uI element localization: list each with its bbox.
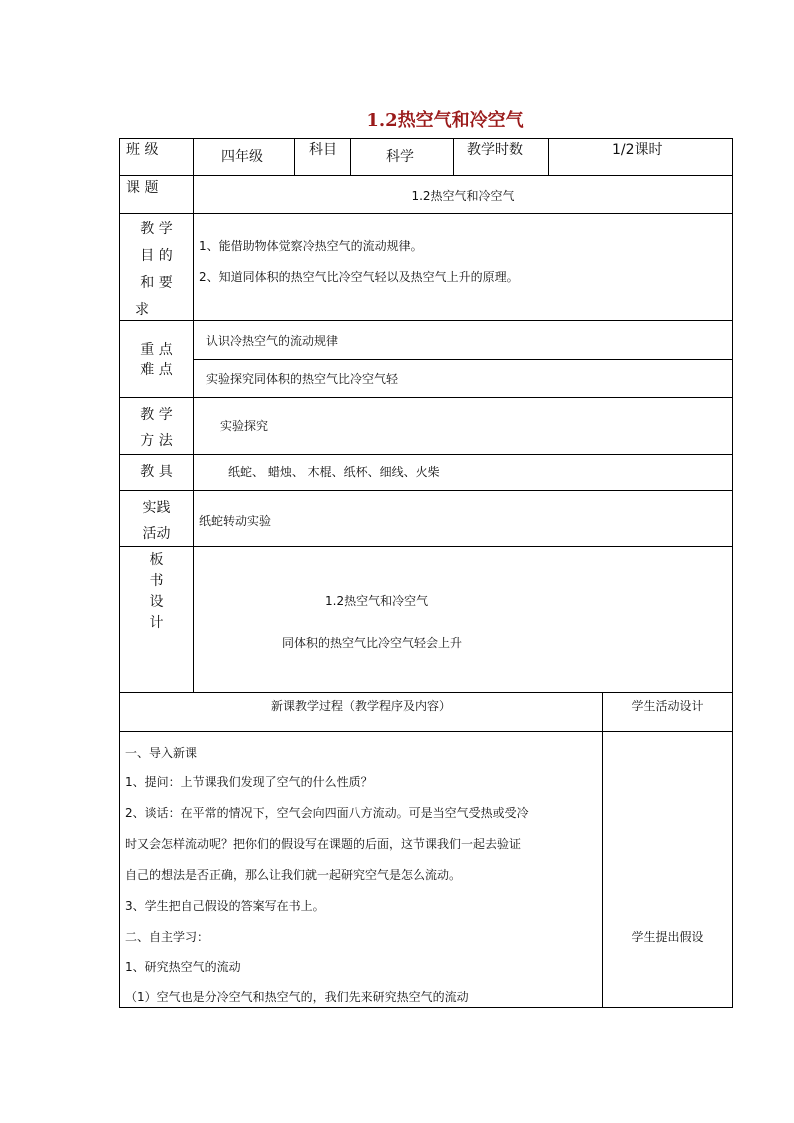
- method-label-1: 教 学: [140, 407, 173, 423]
- class-value: 四年级: [221, 149, 263, 165]
- process-line: （1）空气也是分冷空气和热空气的，我们先来研究热空气的流动: [125, 990, 469, 1004]
- goals-label-4: 求: [135, 302, 149, 318]
- subject-value: 科学: [386, 149, 414, 165]
- key-point: 认识冷热空气的流动规律: [206, 334, 339, 348]
- board-label-4: 计: [149, 615, 164, 631]
- hours-label: 教学时数: [467, 142, 523, 158]
- student-activity-header: 学生活动设计: [631, 699, 704, 713]
- board-line-1: 1.2热空气和冷空气: [325, 594, 429, 608]
- process-line: 1、提问：上节课我们发现了空气的什么性质？: [125, 775, 373, 789]
- goal-item: 1、能借助物体觉察冷热空气的流动规律。: [199, 239, 423, 253]
- hours-value: 1/2课时: [612, 142, 663, 158]
- method-value: 实验探究: [220, 419, 269, 433]
- board-label-1: 板: [149, 552, 164, 568]
- goals-label-2: 目 的: [140, 248, 173, 264]
- keypoints-label-2: 难 点: [140, 362, 173, 378]
- goals-label-1: 教 学: [140, 221, 173, 237]
- practice-label-1: 实践: [142, 500, 171, 516]
- keypoints-label-1: 重 点: [140, 342, 173, 358]
- class-label: 班 级: [126, 142, 159, 158]
- process-line: 时又会怎样流动呢？把你们的假设写在课题的后面，这节课我们一起去验证: [125, 837, 522, 851]
- topic-value: 1.2热空气和冷空气: [411, 189, 515, 203]
- tools-label: 教 具: [140, 464, 173, 480]
- process-line: 2、谈话：在平常的情况下，空气会向四面八方流动。可是当空气受热或受冷: [125, 806, 529, 820]
- process-line: 自己的想法是否正确，那么让我们就一起研究空气是怎么流动。: [125, 868, 462, 882]
- topic-label: 课 题: [126, 180, 159, 196]
- board-line-2: 同体积的热空气比冷空气轻会上升: [282, 636, 463, 650]
- document-title: 1.2热空气和冷空气: [366, 110, 524, 131]
- student-activity: 学生提出假设: [631, 930, 704, 944]
- difficulty-point: 实验探究同体积的热空气比冷空气轻: [206, 372, 399, 386]
- process-line: 二、自主学习：: [125, 930, 210, 944]
- method-label-2: 方 法: [140, 433, 173, 449]
- goal-item: 2、知道同体积的热空气比冷空气轻以及热空气上升的原理。: [199, 270, 519, 284]
- board-label-2: 书: [149, 573, 164, 589]
- goals-label-3: 和 要: [140, 275, 173, 291]
- practice-value: 纸蛇转动实验: [199, 514, 272, 528]
- process-line: 一、导入新课: [125, 746, 198, 760]
- process-line: 1、研究热空气的流动: [125, 960, 241, 974]
- subject-label: 科目: [309, 142, 337, 158]
- tools-value: 纸蛇、 蜡烛、 木棍、纸杯、细线、火柴: [228, 465, 440, 479]
- process-header: 新课教学过程（教学程序及内容）: [270, 699, 451, 713]
- process-line: 3、学生把自己假设的答案写在书上。: [125, 899, 325, 913]
- practice-label-2: 活动: [142, 526, 171, 542]
- board-label-3: 设: [149, 594, 164, 610]
